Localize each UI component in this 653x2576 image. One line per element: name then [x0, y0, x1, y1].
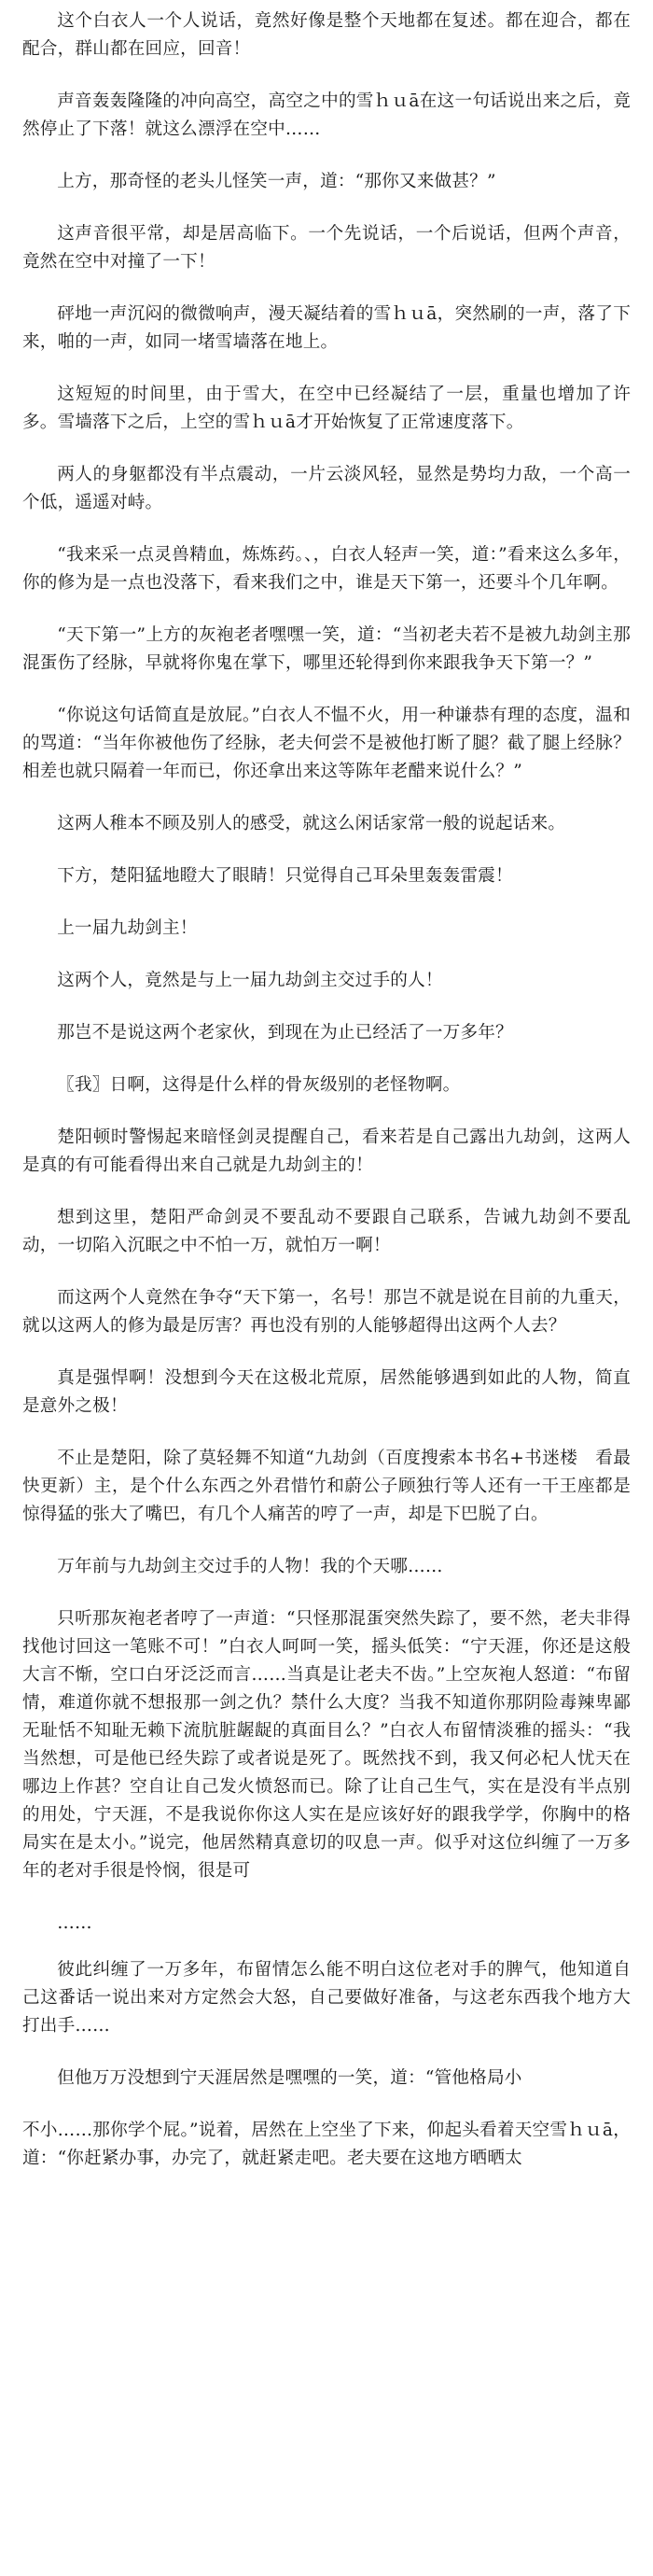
- paragraph-1: 这个白衣人一个人说话，竟然好像是整个天地都在复述。都在迎合，都在配合，群山都在回应，回音！: [22, 11, 631, 59]
- paragraph-9: “天下第一”上方的灰袍老者嘿嘿一笑，道：“当初老夫若不是被九劫剑主那混蛋伤了经脉，早就将你鬼在掌下，哪里还轮得到你来跟我争天下第一？”: [22, 625, 631, 673]
- paragraph-23: 只听那灰袍老者哼了一声道：“只怪那混蛋突然失踪了，要不然，老夫非得找他讨回这一笔账不可！”白衣人呵呵一笑，摇头低笑：“宁天涯，你还是这般大言不惭，空口白牙泛泛而言……当真是让老夫不齿。”上空灰袍人怒道：“布留情，难道你就不想报那一剑之仇？禁什么大度？当我不知道你那阴险毒辣卑鄙无耻恬不知耻无赖下流肮脏龌龊的真面目么？”白衣人布留情淡雅的摇头：“我当然想，可是他已经失踪了或者说是死了。既然找不到，我又何必杞人忧天在哪边上作甚？空自让自己发火愤怒而已。除了让自己生气，实在是没有半点别的用处，宁天涯，不是我说你你这人实在是应该好好的跟我学学，你胸中的格局实在是太小。”说完，他居然精真意切的叹息一声。似乎对这位纠缠了一万多年的老对手很是怜悯，很是可: [22, 1609, 631, 1881]
- paragraph-25: 彼此纠缠了一万多年，布留情怎么能不明白这位老对手的脾气，他知道自己这番话一说出来对方定然会大怒，自己要做好准备，与这老东西我个地方大打出手……: [22, 1960, 631, 2036]
- paragraph-8: “我来采一点灵兽精血，炼炼药。、，白衣人轻声一笑，道：”看来这么多年，你的修为是一点也没落下，看来我们之中，谁是天下第一，还要斗个几年啊。: [22, 545, 631, 593]
- paragraph-7: 两人的身躯都没有半点震动，一片云淡风轻，显然是势均力敌，一个高一个低，遥遥对峙。: [22, 465, 631, 512]
- paragraph-11: 这两人稚本不顾及别人的感受，就这么闲话家常一般的说起话来。: [57, 814, 566, 833]
- paragraph-14: 这两个人，竟然是与上一届九劫剑主交过手的人！: [57, 971, 443, 990]
- paragraph-17: 楚阳顿时警惕起来暗怪剑灵提醒自己，看来若是自己露出九劫剑，这两人是真的有可能看得出来自己就是九劫剑主的！: [22, 1127, 631, 1175]
- paragraph-2: 声音轰轰隆隆的冲向高空，高空之中的雪ｈｕā在这一句话说出来之后，竟然停止了下落！就这么漂浮在空中……: [22, 91, 631, 139]
- paragraph-16: 〖我〗日啊，这得是什么样的骨灰级别的老怪物啊。: [57, 1075, 461, 1095]
- paragraph-18: 想到这里，楚阳严命剑灵不要乱动不要跟自己联系，告诫九劫剑不要乱动，一切陷入沉眠之中不怕一万，就怕万一啊！: [22, 1208, 631, 1255]
- paragraph-10: “你说这句话简直是放屁。”白衣人不愠不火，用一种谦恭有理的态度，温和的骂道：“当年你被他伤了经脉，老夫何尝不是被他打断了腿？截了腿上经脉？相差也就只隔着一年而已，你还拿出来这等陈年老醋来说什么？”: [22, 706, 631, 781]
- paragraph-21: 不止是楚阳，除了莫轻舞不知道“九劫剑（百度搜索本书名+书迷楼 看最快更新）主，是个什么东西之外君惜竹和蔚公子顾独行等人还有一干王座都是惊得猛的张大了嘴巴，有几个人痛苦的哼了一声，却是下巴脱了白。: [22, 1449, 631, 1524]
- paragraph-13: 上一届九劫剑主！: [57, 918, 198, 938]
- paragraph-12: 下方，楚阳猛地瞪大了眼睛！只觉得自己耳朵里轰轰雷震！: [57, 866, 513, 886]
- paragraph-20: 真是强悍啊！没想到今天在这极北荒原，居然能够遇到如此的人物，简直是意外之极！: [22, 1368, 631, 1416]
- paragraph-27: 不小……那你学个屁。”说着，居然在上空坐了下来，仰起头看着天空雪ｈｕā，道：“你赶紧办事，办完了，就赶紧走吧。老夫要在这地方晒晒太: [22, 2121, 631, 2168]
- paragraph-ellipsis: ……: [57, 1913, 92, 1933]
- paragraph-6: 这短短的时间里，由于雪大，在空中已经凝结了一层，重量也增加了许多。雪墙落下之后，上空的雪ｈｕā才开始恢复了正常速度落下。: [22, 385, 631, 432]
- paragraph-4: 这声音很平常，却是居高临下。一个先说话，一个后说话，但两个声音，竟然在空中对撞了一下！: [22, 224, 631, 272]
- paragraph-26: 但他万万没想到宁天涯居然是嘿嘿的一笑，道：“管他格局小: [57, 2068, 522, 2088]
- paragraph-3: 上方，那奇怪的老头儿怪笑一声，道：“那你又来做甚？”: [57, 172, 496, 191]
- paragraph-19: 而这两个人竟然在争夺“天下第一，名号！那岂不就是说在目前的九重天，就以这两人的修为最是厉害？再也没有别的人能够超得出这两个人去？: [22, 1288, 631, 1336]
- paragraph-15: 那岂不是说这两个老家伙，到现在为止已经活了一万多年？: [57, 1023, 513, 1043]
- paragraph-22: 万年前与九劫剑主交过手的人物！我的个天哪……: [57, 1557, 443, 1576]
- paragraph-5: 砰地一声沉闷的微微响声，漫天凝结着的雪ｈｕā，突然刷的一声，落了下来，啪的一声，如同一堵雪墙落在地上。: [22, 304, 631, 352]
